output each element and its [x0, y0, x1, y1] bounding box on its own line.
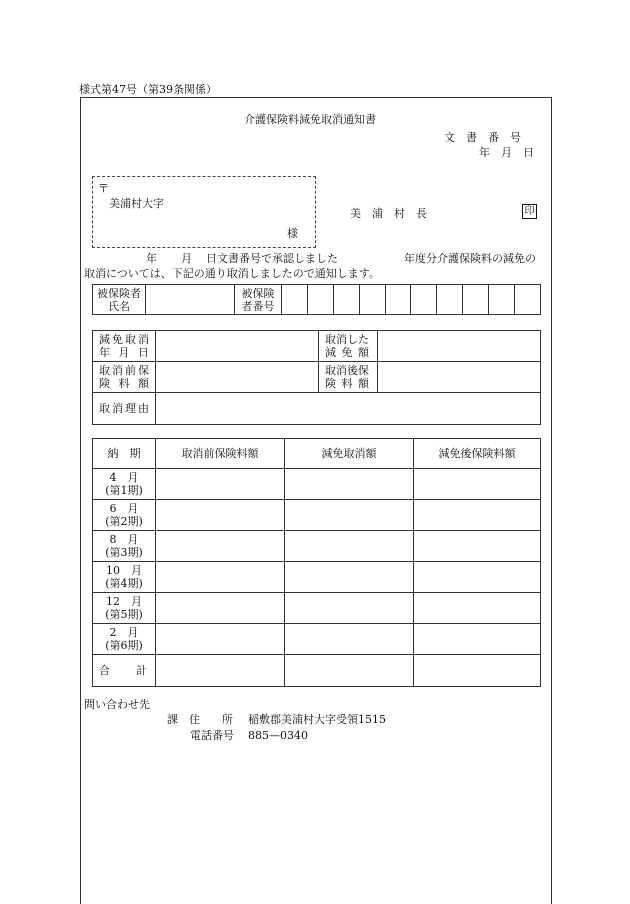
value-cell [156, 655, 285, 687]
value-cell [285, 531, 414, 562]
period-number: (第3期) [105, 546, 143, 559]
number-box [515, 285, 541, 315]
form-number: 様式第47号（第39条関係） [79, 83, 217, 96]
period-cell [93, 531, 156, 562]
cancelled-amount-label: 取消した減免額 [325, 333, 369, 359]
before-amount-label: 取消前保険料額 [99, 364, 149, 390]
number-box [307, 285, 333, 315]
document-title: 介護保険料減免取消通知書 [244, 113, 376, 126]
number-box [463, 285, 489, 315]
before-amount-value [156, 362, 319, 393]
body-year: 年 [146, 252, 157, 265]
body-day-text: 日文書番号で承認しました [206, 252, 338, 265]
value-cell [414, 469, 541, 500]
postal-mark: 〒 [98, 182, 109, 195]
contact-heading: 問い合わせ先 [84, 698, 150, 711]
contact-phone: 885—0340 [248, 729, 308, 742]
insured-name-value [146, 285, 235, 315]
cancelled-amount-label-cell [319, 331, 378, 362]
period-table [92, 438, 541, 687]
table-row [93, 500, 541, 531]
period-month: 8 月 [109, 533, 139, 546]
cancellation-table [92, 330, 541, 425]
doc-number-label: 文 書 番 号 [444, 131, 521, 144]
after-amount-value [378, 362, 541, 393]
reason-value [156, 393, 541, 425]
value-cell [414, 562, 541, 593]
value-cell [156, 500, 285, 531]
value-cell [414, 593, 541, 624]
number-box [333, 285, 359, 315]
reason-label: 取消理由 [99, 402, 149, 415]
period-cell [93, 562, 156, 593]
table-row [93, 624, 541, 655]
period-month: 10 月 [106, 564, 142, 577]
date-label: 年 月 日 [479, 146, 534, 159]
number-box [282, 285, 308, 315]
value-cell [156, 593, 285, 624]
period-cell [93, 469, 156, 500]
insured-name-label-cell [93, 285, 146, 315]
number-box [489, 285, 515, 315]
period-month: 4 月 [109, 471, 139, 484]
reason-label-cell [93, 393, 156, 425]
before-amount-label-cell [93, 362, 156, 393]
period-number: (第6期) [105, 639, 143, 652]
contact-address: 稲敷郡美浦村大字受領1515 [248, 713, 386, 726]
table-row-total [93, 655, 541, 687]
value-cell [285, 593, 414, 624]
period-month: 12 月 [106, 595, 142, 608]
header-before-cell [156, 439, 285, 469]
value-cell [285, 562, 414, 593]
recipient-honorific: 様 [287, 227, 298, 240]
insured-number-label: 被保険者番号 [241, 286, 275, 313]
cancelled-amount-value [378, 331, 541, 362]
header-after-cell [414, 439, 541, 469]
seal-mark: 印 [522, 204, 537, 219]
contact-phone-label: 電話番号 [190, 729, 234, 742]
cancel-date-value [156, 331, 319, 362]
insured-number-label-cell [235, 285, 282, 315]
period-number: (第4期) [105, 577, 143, 590]
header-before: 取消前保険料額 [181, 447, 259, 460]
period-cell [93, 593, 156, 624]
header-period: 納 期 [107, 447, 141, 460]
recipient-address: 美浦村大字 [109, 197, 164, 210]
value-cell [285, 655, 414, 687]
period-number: (第2期) [105, 515, 143, 528]
table-row [93, 531, 541, 562]
table-row [93, 469, 541, 500]
period-cell [93, 624, 156, 655]
value-cell [285, 469, 414, 500]
cancel-date-label: 減免取消年月日 [99, 333, 149, 359]
total-label: 合 計 [99, 664, 147, 677]
period-number: (第1期) [105, 484, 143, 497]
table-row [93, 593, 541, 624]
value-cell [285, 500, 414, 531]
header-period-cell [93, 439, 156, 469]
body-fiscal-text: 年度分介護保険料の減免の [404, 252, 536, 265]
value-cell [414, 655, 541, 687]
period-cell [93, 500, 156, 531]
period-month: 2 月 [109, 626, 139, 639]
total-label-cell [93, 655, 156, 687]
value-cell [414, 531, 541, 562]
value-cell [156, 624, 285, 655]
table-row [93, 562, 541, 593]
number-box [411, 285, 437, 315]
number-box [437, 285, 463, 315]
after-amount-label: 取消後保険料額 [325, 364, 369, 390]
value-cell [285, 624, 414, 655]
period-number: (第5期) [105, 608, 143, 621]
insured-table [92, 284, 541, 315]
value-cell [414, 500, 541, 531]
header-cancelled-cell [285, 439, 414, 469]
body-line2: 取消については、下記の通り取消しましたので通知します。 [84, 267, 380, 280]
issuer-name: 美 浦 村 長 [350, 207, 427, 220]
period-month: 6 月 [109, 502, 139, 515]
cancel-date-label-cell [93, 331, 156, 362]
insured-name-label: 被保険者氏名 [97, 286, 141, 313]
body-month: 月 [181, 252, 192, 265]
value-cell [156, 469, 285, 500]
contact-location-label: 課 住 所 [167, 713, 233, 726]
header-cancelled: 減免取消額 [321, 447, 377, 460]
value-cell [414, 624, 541, 655]
number-box [385, 285, 411, 315]
recipient-address-box [92, 176, 316, 248]
after-amount-label-cell [319, 362, 378, 393]
header-after: 減免後保険料額 [438, 447, 516, 460]
value-cell [156, 531, 285, 562]
value-cell [156, 562, 285, 593]
number-box [359, 285, 385, 315]
